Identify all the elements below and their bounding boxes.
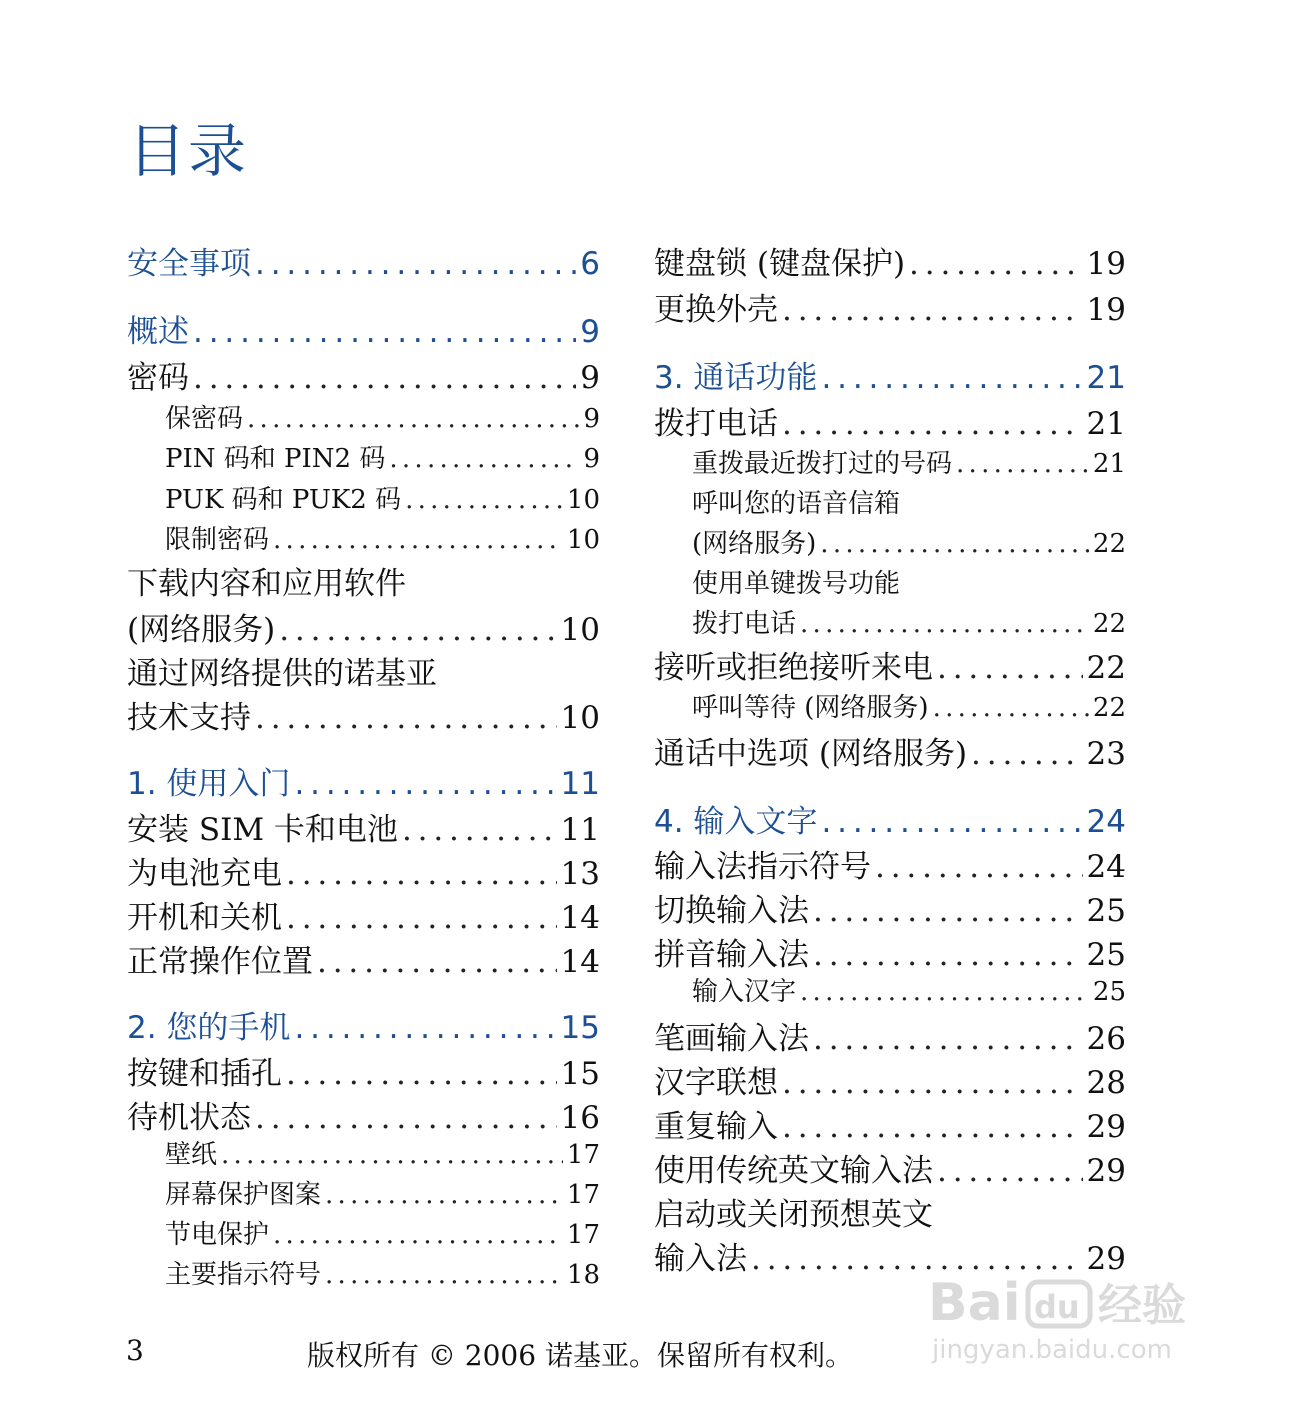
toc-entry-title: 3. 通话功能 — [654, 360, 818, 396]
toc-leader-dots — [782, 1109, 1083, 1145]
toc-entry — [127, 892, 600, 937]
toc-entry-title: 拨打电话 — [692, 609, 797, 639]
toc-entry — [654, 398, 1126, 443]
toc-entry-title: 正常操作位置 — [127, 944, 313, 980]
toc-entry-title: (网络服务) — [127, 612, 276, 648]
toc-leader-dots — [813, 1021, 1083, 1057]
copyright-notice: 版权所有 © 2006 诺基亚。保留所有权利。 — [307, 1339, 853, 1372]
toc-entry-title: 屏幕保护图案 — [165, 1180, 322, 1210]
toc-entry — [127, 352, 600, 397]
toc-entry — [127, 1002, 600, 1047]
toc-leader-dots — [273, 1220, 563, 1250]
toc-leader-dots — [971, 736, 1083, 772]
toc-leader-dots — [937, 1153, 1083, 1189]
toc-page-number: 16 — [560, 1100, 600, 1136]
toc-entry — [127, 848, 600, 893]
toc-entry — [654, 1057, 1126, 1102]
toc-page-number: 9 — [580, 360, 600, 396]
toc-entry — [654, 642, 1126, 687]
toc-entry-title: 通过网络提供的诺基亚 — [127, 656, 437, 692]
toc-entry — [654, 483, 900, 520]
toc-leader-dots — [405, 485, 563, 515]
toc-leader-dots — [800, 609, 1089, 639]
svg-text:jingyan.baidu.com: jingyan.baidu.com — [932, 1335, 1172, 1365]
toc-entry-title: 输入法 — [654, 1241, 747, 1277]
toc-page-number: 18 — [566, 1260, 600, 1290]
toc-entry-title: 重拨最近拨打过的号码 — [692, 449, 953, 479]
toc-entry — [127, 1174, 600, 1211]
toc-entry-title: 键盘锁 (键盘保护) — [654, 246, 906, 282]
toc-leader-dots — [255, 1100, 557, 1136]
toc-page-number: 25 — [1086, 937, 1126, 973]
toc-entry-title: 通话中选项 (网络服务) — [654, 736, 968, 772]
toc-page-number: 29 — [1086, 1109, 1126, 1145]
toc-entry-title: 概述 — [127, 314, 189, 350]
toc-entry-title: 使用单键拨号功能 — [692, 569, 901, 599]
toc-entry-title: 拼音输入法 — [654, 937, 809, 973]
toc-leader-dots — [317, 944, 557, 980]
toc-entry — [654, 603, 1126, 640]
toc-entry — [127, 1134, 600, 1171]
toc-entry — [127, 1214, 600, 1251]
toc-entry — [127, 692, 600, 737]
toc-leader-dots — [782, 1065, 1083, 1101]
toc-entry — [127, 804, 600, 849]
toc-entry — [127, 936, 600, 981]
toc-leader-dots — [782, 406, 1083, 442]
toc-page-number: 10 — [560, 700, 600, 736]
toc-page-number: 10 — [560, 612, 600, 648]
toc-entry — [127, 479, 600, 516]
toc-page-number: 22 — [1092, 609, 1126, 639]
toc-leader-dots — [875, 849, 1083, 885]
toc-entry — [654, 523, 1126, 560]
svg-text:Bai: Bai — [928, 1273, 1021, 1333]
toc-entry-title: 重复输入 — [654, 1109, 778, 1145]
toc-entry-title: 限制密码 — [165, 525, 270, 555]
toc-entry — [127, 648, 437, 693]
toc-entry — [127, 238, 600, 283]
toc-entry-title: 按键和插孔 — [127, 1056, 282, 1092]
toc-entry — [127, 604, 600, 649]
toc-page-number: 22 — [1092, 693, 1126, 723]
toc-page-number: 23 — [1086, 736, 1126, 772]
toc-leader-dots — [221, 1140, 563, 1170]
toc-entry-title: 技术支持 — [127, 700, 251, 736]
toc-page-number: 25 — [1092, 977, 1126, 1007]
toc-entry-title: 接听或拒绝接听来电 — [654, 650, 933, 686]
toc-entry — [654, 841, 1126, 886]
toc-leader-dots — [286, 1056, 557, 1092]
toc-page-number: 25 — [1086, 893, 1126, 929]
toc-entry-title: 4. 输入文字 — [654, 804, 818, 840]
toc-entry — [127, 519, 600, 556]
toc-page-number: 11 — [560, 766, 600, 802]
page-title: 目录 — [128, 117, 249, 185]
toc-entry — [127, 1048, 600, 1093]
toc-entry — [654, 1189, 933, 1234]
toc-page-number: 10 — [566, 525, 600, 555]
toc-entry — [654, 443, 1126, 480]
toc-page-number: 22 — [1086, 650, 1126, 686]
toc-page-number: 17 — [566, 1180, 600, 1210]
toc-entry-title: 呼叫等待 (网络服务) — [692, 693, 929, 723]
toc-entry-title: 汉字联想 — [654, 1065, 778, 1101]
toc-page-number: 28 — [1086, 1065, 1126, 1101]
toc-entry-title: 壁纸 — [165, 1140, 218, 1170]
page-number: 3 — [126, 1334, 144, 1367]
svg-text:du: du — [1034, 1288, 1080, 1326]
toc-leader-dots — [821, 360, 1082, 396]
toc-entry — [654, 728, 1126, 773]
toc-leader-dots — [813, 937, 1083, 973]
toc-entry — [654, 971, 1126, 1008]
toc-page-number: 21 — [1086, 360, 1126, 396]
toc-entry-title: 保密码 — [165, 404, 244, 434]
toc-entry-title: 2. 您的手机 — [127, 1010, 291, 1046]
toc-entry-title: 使用传统英文输入法 — [654, 1153, 933, 1189]
toc-leader-dots — [294, 1010, 556, 1046]
toc-entry-title: 待机状态 — [127, 1100, 251, 1136]
toc-entry-title: 开机和关机 — [127, 900, 282, 936]
toc-entry-title: PUK 码和 PUK2 码 — [165, 485, 402, 515]
toc-leader-dots — [820, 529, 1089, 559]
toc-page-number: 15 — [560, 1010, 600, 1046]
toc-entry-title: PIN 码和 PIN2 码 — [165, 444, 386, 474]
toc-leader-dots — [909, 246, 1083, 282]
toc-page-number: 29 — [1086, 1241, 1126, 1277]
toc-entry — [654, 885, 1126, 930]
toc-leader-dots — [389, 444, 579, 474]
toc-leader-dots — [247, 404, 579, 434]
toc-entry-title: 切换输入法 — [654, 893, 809, 929]
svg-text:经验: 经验 — [1098, 1280, 1186, 1331]
toc-entry-title: 笔画输入法 — [654, 1021, 809, 1057]
toc-entry-title: 下载内容和应用软件 — [127, 566, 406, 602]
toc-leader-dots — [402, 812, 557, 848]
toc-entry-title: 节电保护 — [165, 1220, 270, 1250]
toc-page-number: 14 — [560, 944, 600, 980]
toc-page-number: 11 — [560, 812, 600, 848]
toc-entry — [654, 563, 900, 600]
toc-entry — [127, 306, 600, 351]
toc-entry-title: 密码 — [127, 360, 189, 396]
toc-page-number: 9 — [583, 404, 600, 434]
toc-leader-dots — [286, 900, 557, 936]
toc-entry — [654, 929, 1126, 974]
toc-page-number: 13 — [560, 856, 600, 892]
toc-entry — [654, 352, 1126, 397]
toc-page-number: 17 — [566, 1140, 600, 1170]
toc-entry — [654, 284, 1126, 329]
toc-entry — [654, 1013, 1126, 1058]
toc-leader-dots — [782, 292, 1083, 328]
toc-leader-dots — [255, 700, 557, 736]
toc-entry — [654, 1101, 1126, 1146]
toc-entry-title: 启动或关闭预想英文 — [654, 1197, 933, 1233]
toc-page-number: 19 — [1086, 292, 1126, 328]
toc-page-number: 14 — [560, 900, 600, 936]
toc-page-number: 19 — [1086, 246, 1126, 282]
toc-leader-dots — [325, 1260, 563, 1290]
toc-page-number: 6 — [580, 246, 600, 282]
toc-entry — [654, 796, 1126, 841]
toc-entry — [654, 1145, 1126, 1190]
toc-page-number: 29 — [1086, 1153, 1126, 1189]
toc-entry-title: 为电池充电 — [127, 856, 282, 892]
toc-entry-title: 拨打电话 — [654, 406, 778, 442]
toc-page-number: 21 — [1092, 449, 1126, 479]
toc-leader-dots — [325, 1180, 563, 1210]
toc-page-number: 22 — [1092, 529, 1126, 559]
toc-leader-dots — [800, 977, 1089, 1007]
toc-entry — [127, 1092, 600, 1137]
toc-entry-title: 安装 SIM 卡和电池 — [127, 812, 398, 848]
toc-page-number: 26 — [1086, 1021, 1126, 1057]
toc-entry-title: 1. 使用入门 — [127, 766, 291, 802]
toc-entry — [654, 238, 1126, 283]
baidu-jingyan-watermark — [924, 1262, 1224, 1372]
toc-page-number: 21 — [1086, 406, 1126, 442]
toc-leader-dots — [937, 650, 1083, 686]
toc-leader-dots — [294, 766, 556, 802]
toc-entry-title: 输入汉字 — [692, 977, 797, 1007]
toc-entry — [127, 758, 600, 803]
toc-entry — [127, 398, 600, 435]
toc-entry-title: 输入法指示符号 — [654, 849, 871, 885]
toc-leader-dots — [286, 856, 557, 892]
toc-leader-dots — [933, 693, 1089, 723]
toc-entry — [654, 687, 1126, 724]
toc-page-number: 9 — [580, 314, 600, 350]
toc-leader-dots — [956, 449, 1089, 479]
toc-entry — [127, 558, 406, 603]
toc-page-number: 24 — [1086, 804, 1126, 840]
toc-leader-dots — [813, 893, 1083, 929]
toc-leader-dots — [255, 246, 576, 282]
toc-leader-dots — [279, 612, 556, 648]
toc-entry-title: 呼叫您的语音信箱 — [692, 489, 901, 519]
toc-page-number: 10 — [566, 485, 600, 515]
toc-entry-title: 安全事项 — [127, 246, 251, 282]
toc-page-number: 15 — [560, 1056, 600, 1092]
toc-leader-dots — [193, 360, 576, 396]
toc-entry — [127, 438, 600, 475]
toc-entry — [127, 1254, 600, 1291]
toc-page-number: 24 — [1086, 849, 1126, 885]
toc-leader-dots — [821, 804, 1082, 840]
toc-entry-title: (网络服务) — [692, 529, 817, 559]
toc-leader-dots — [273, 525, 563, 555]
toc-leader-dots — [193, 314, 576, 350]
toc-entry-title: 更换外壳 — [654, 292, 778, 328]
toc-page-number: 17 — [566, 1220, 600, 1250]
toc-page-number: 9 — [583, 444, 600, 474]
toc-entry-title: 主要指示符号 — [165, 1260, 322, 1290]
